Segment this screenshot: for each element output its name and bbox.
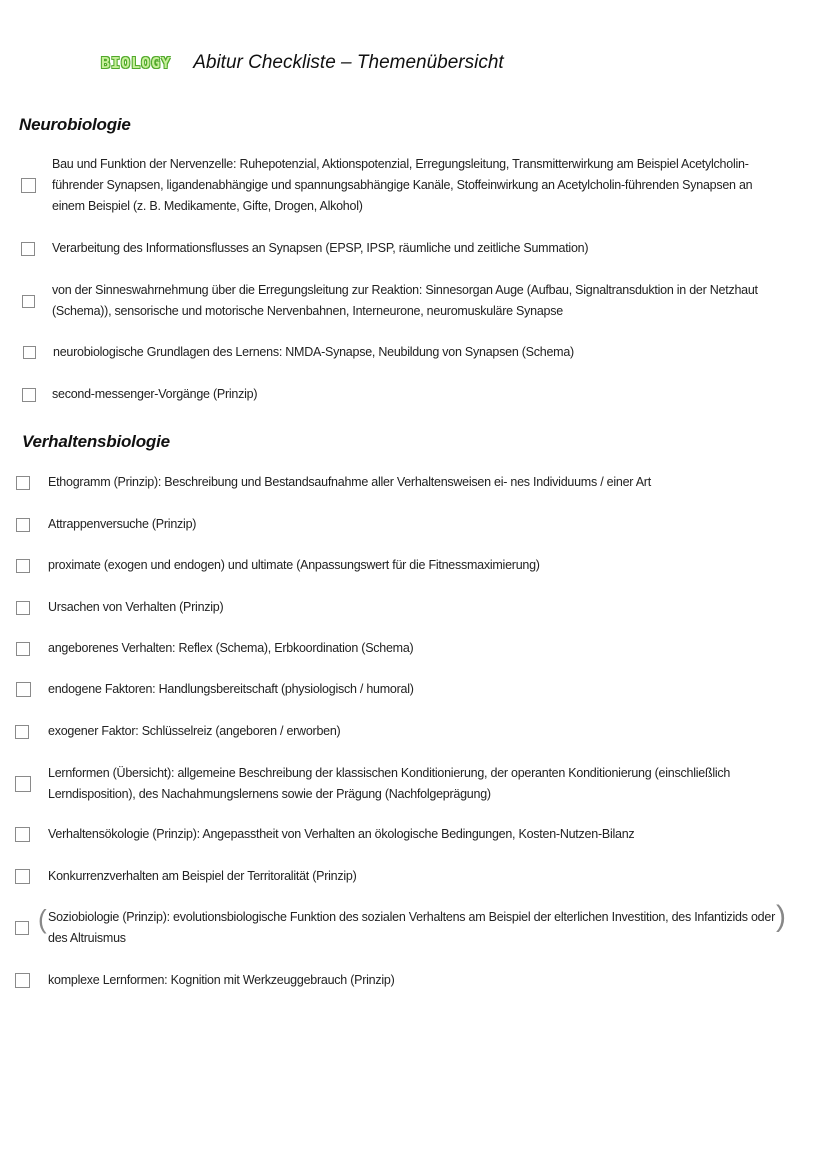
checkbox[interactable] [15, 973, 30, 988]
checklist-item [22, 280, 781, 322]
checkbox[interactable] [23, 346, 36, 359]
checkbox[interactable] [15, 921, 29, 935]
item-text: neurobiologische Grundlagen des Lernens: NMDA-Synapse, Neubildung von Synapsen (Schema) [53, 345, 574, 359]
header [101, 52, 504, 74]
item-text: second-messenger-Vorgänge (Prinzip) [52, 387, 258, 401]
checklist-item [16, 638, 786, 659]
item-text: Attrappenversuche (Prinzip) [48, 517, 197, 531]
checklist-item [15, 824, 786, 845]
checkbox[interactable] [16, 642, 30, 656]
item-text: Konkurrenzverhalten am Beispiel der Territoralität (Prinzip) [48, 869, 357, 883]
checklist-item [15, 721, 786, 742]
item-text: Verhaltensökologie (Prinzip): Angepasstheit von Verhalten an ökologische Bedingungen, Kosten-Nutzen-Bilanz [48, 827, 635, 841]
checklist-item [15, 866, 786, 887]
checklist-item [16, 514, 786, 535]
item-text: Ethogramm (Prinzip): Beschreibung und Bestandsaufnahme aller Verhaltensweisen ei- nes Individuums / einer Art [48, 475, 651, 489]
item-text: Ursachen von Verhalten (Prinzip) [48, 600, 224, 614]
checklist-item [21, 238, 781, 259]
checkbox[interactable] [16, 601, 30, 615]
checkbox[interactable] [15, 725, 29, 739]
checkbox[interactable] [16, 682, 31, 697]
item-text: Verarbeitung des Informationsflusses an Synapsen (EPSP, IPSP, räumliche und zeitliche Summation) [52, 241, 589, 255]
item-text: Bau und Funktion der Nervenzelle: Ruhepotenzial, Aktionspotenzial, Erregungsleitung, Transmitterwirkung am Beispiel Acetylcholin-führender Synapsen, ligandenabhängige und spannungsabhängige Kanäle, Stoffeinwirkung an Acetylcholin-führenden Synapsen an einem Beispiel (z. B. Medikamente, Gifte, Drogen, Alkohol) [52, 157, 753, 213]
item-text: Soziobiologie (Prinzip): evolutionsbiologische Funktion des sozialen Verhaltens am Beispiel der elterlichen Investition, des Infantizids oder des Altruismus [48, 910, 775, 945]
bracket-mark-right: ) [776, 900, 786, 933]
checklist-item [22, 384, 781, 405]
checklist-item [15, 763, 786, 805]
checklist-item [15, 904, 786, 949]
checkbox[interactable] [21, 242, 35, 256]
checklist-item [16, 679, 786, 700]
item-text: proximate (exogen und endogen) und ultimate (Anpassungswert für die Fitnessmaximierung) [48, 558, 540, 572]
page-title: Abitur Checkliste – Themenübersicht [193, 52, 504, 73]
section-title-verhaltensbiologie: Verhaltensbiologie [22, 432, 170, 451]
checkbox[interactable] [16, 476, 30, 490]
item-text: Lernformen (Übersicht): allgemeine Beschreibung der klassischen Konditionierung, der operanten Konditionierung (einschließlich Lerndisposition), des Nachahmungslernens sowie der Prägung (Nachfolgeprägung) [48, 766, 731, 801]
bracket-mark-left: ( [38, 904, 47, 934]
checklist-item [23, 342, 781, 363]
checklist-item [16, 555, 786, 576]
checkbox[interactable] [22, 295, 35, 308]
checkbox[interactable] [16, 559, 30, 573]
item-text: von der Sinneswahrnehmung über die Erregungsleitung zur Reaktion: Sinnesorgan Auge (Aufbau, Signaltransduktion in der Netzhaut (Schema)), sensorische und motorische Nervenbahnen, Interneurone, neuromuskuläre Synapse [52, 283, 758, 318]
item-text: endogene Faktoren: Handlungsbereitschaft (physiologisch / humoral) [48, 682, 414, 696]
section-title-neurobiologie: Neurobiologie [19, 115, 131, 134]
checklist-item [15, 970, 786, 991]
item-text: komplexe Lernformen: Kognition mit Werkzeuggebrauch (Prinzip) [48, 973, 395, 987]
checkbox[interactable] [15, 827, 30, 842]
biology-logo: BIOLOGY [101, 54, 172, 72]
item-text: angeborenes Verhalten: Reflex (Schema), Erbkoordination (Schema) [48, 641, 414, 655]
checklist-item [16, 472, 786, 493]
checkbox[interactable] [15, 776, 31, 792]
checkbox[interactable] [15, 869, 30, 884]
checklist-item [16, 597, 786, 618]
checkbox[interactable] [22, 388, 36, 402]
checklist-item [21, 154, 781, 217]
checkbox[interactable] [21, 178, 36, 193]
item-text: exogener Faktor: Schlüsselreiz (angeboren / erworben) [48, 724, 341, 738]
checkbox[interactable] [16, 518, 30, 532]
